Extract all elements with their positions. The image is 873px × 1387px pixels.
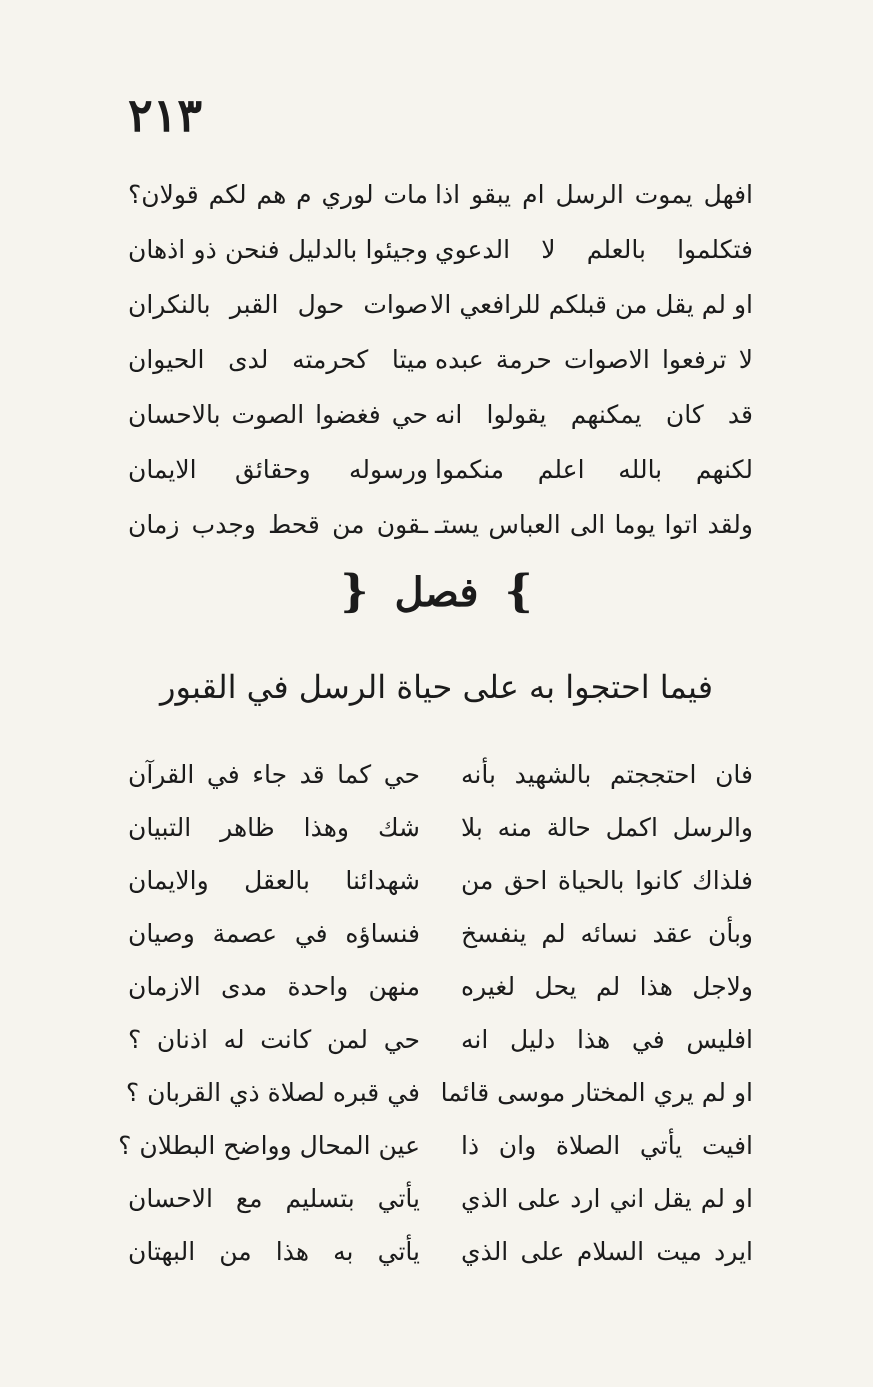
verse-second-hemistich: حي لمن كانت له اذنان ؟ xyxy=(128,1025,420,1054)
verse-second-hemistich: شك وهذا ظاهر التبيان xyxy=(128,813,420,842)
section-heading: فيما احتجوا به على حياة الرسل في القبور xyxy=(160,668,713,706)
verse-line xyxy=(128,1025,753,1078)
top-verse-block xyxy=(128,180,753,565)
verse-second-hemistich: مات لوري م هم لكم قولان؟ xyxy=(128,180,428,209)
bottom-verse-block xyxy=(118,760,753,1290)
verse-first-hemistich: قد كان يمكنهم يقولوا انه xyxy=(435,400,753,429)
verse-line xyxy=(128,813,753,866)
verse-first-hemistich: لكنهم بالله اعلم منكموا xyxy=(435,455,753,484)
verse-second-hemistich: ـقون من قحط وجدب زمان xyxy=(128,510,428,539)
verse-line xyxy=(128,866,753,919)
verse-line xyxy=(125,1078,753,1131)
verse-first-hemistich: او لم يقل من قبلكم للرافعي الا xyxy=(430,290,753,319)
section-marker xyxy=(0,566,873,617)
verse-second-hemistich: عين المحال وواضح البطلان ؟ xyxy=(118,1131,420,1160)
verse-line xyxy=(128,1184,753,1237)
verse-line xyxy=(128,919,753,972)
section-label: فصل xyxy=(394,569,479,616)
verse-first-hemistich: لا ترفعوا الاصوات حرمة عبده xyxy=(435,345,753,374)
verse-first-hemistich: افيت يأتي الصلاة وان ذا xyxy=(461,1131,753,1160)
section-close-brace: { xyxy=(340,566,369,617)
verse-line xyxy=(128,290,753,345)
verse-line xyxy=(128,972,753,1025)
verse-first-hemistich: فان احتججتم بالشهيد بأنه xyxy=(461,760,753,789)
verse-second-hemistich: يأتي به هذا من البهتان xyxy=(128,1237,420,1266)
verse-second-hemistich: شهدائنا بالعقل والايمان xyxy=(128,866,420,895)
verse-line xyxy=(128,180,753,235)
verse-first-hemistich: او لم يقل اني ارد على الذي xyxy=(461,1184,753,1213)
verse-line xyxy=(128,510,753,565)
verse-first-hemistich: ولقد اتوا يوما الى العباس يستـ xyxy=(435,510,753,539)
verse-first-hemistich: افليس في هذا دليل انه xyxy=(461,1025,753,1054)
verse-line xyxy=(128,400,753,455)
page-number: ٢١٣ xyxy=(128,88,203,142)
verse-second-hemistich: وجيئوا بالدليل فنحن ذو اذهان xyxy=(128,235,428,264)
verse-second-hemistich: فنساؤه في عصمة وصيان xyxy=(128,919,420,948)
verse-line xyxy=(128,235,753,290)
verse-line xyxy=(128,345,753,400)
section-open-brace: } xyxy=(504,566,533,617)
verse-second-hemistich: ورسوله وحقائق الايمان xyxy=(128,455,428,484)
verse-second-hemistich: منهن واحدة مدى الازمان xyxy=(128,972,420,1001)
verse-first-hemistich: افهل يموت الرسل ام يبقو اذا xyxy=(435,180,753,209)
verse-first-hemistich: وبأن عقد نسائه لم ينفسخ xyxy=(461,919,753,948)
verse-first-hemistich: ايرد ميت السلام على الذي xyxy=(461,1237,753,1266)
verse-line xyxy=(128,1237,753,1290)
verse-line xyxy=(128,760,753,813)
verse-first-hemistich: فلذاك كانوا بالحياة احق من xyxy=(461,866,753,895)
verse-first-hemistich: والرسل اكمل حالة منه بلا xyxy=(461,813,753,842)
verse-line xyxy=(128,455,753,510)
verse-second-hemistich: حي كما قد جاء في القرآن xyxy=(128,760,420,789)
verse-second-hemistich: يأتي بتسليم مع الاحسان xyxy=(128,1184,420,1213)
verse-second-hemistich: ميتا كحرمته لدى الحيوان xyxy=(128,345,428,374)
verse-first-hemistich: ولاجل هذا لم يحل لغيره xyxy=(461,972,753,1001)
verse-second-hemistich: في قبره لصلاة ذي القربان ؟ xyxy=(125,1078,420,1107)
verse-first-hemistich: او لم يري المختار موسى قائما xyxy=(440,1078,753,1107)
verse-second-hemistich: صوات حول القبر بالنكران xyxy=(128,290,428,319)
verse-second-hemistich: حي فغضوا الصوت بالاحسان xyxy=(128,400,428,429)
verse-first-hemistich: فتكلموا بالعلم لا الدعوي xyxy=(435,235,753,264)
verse-line xyxy=(118,1131,753,1184)
